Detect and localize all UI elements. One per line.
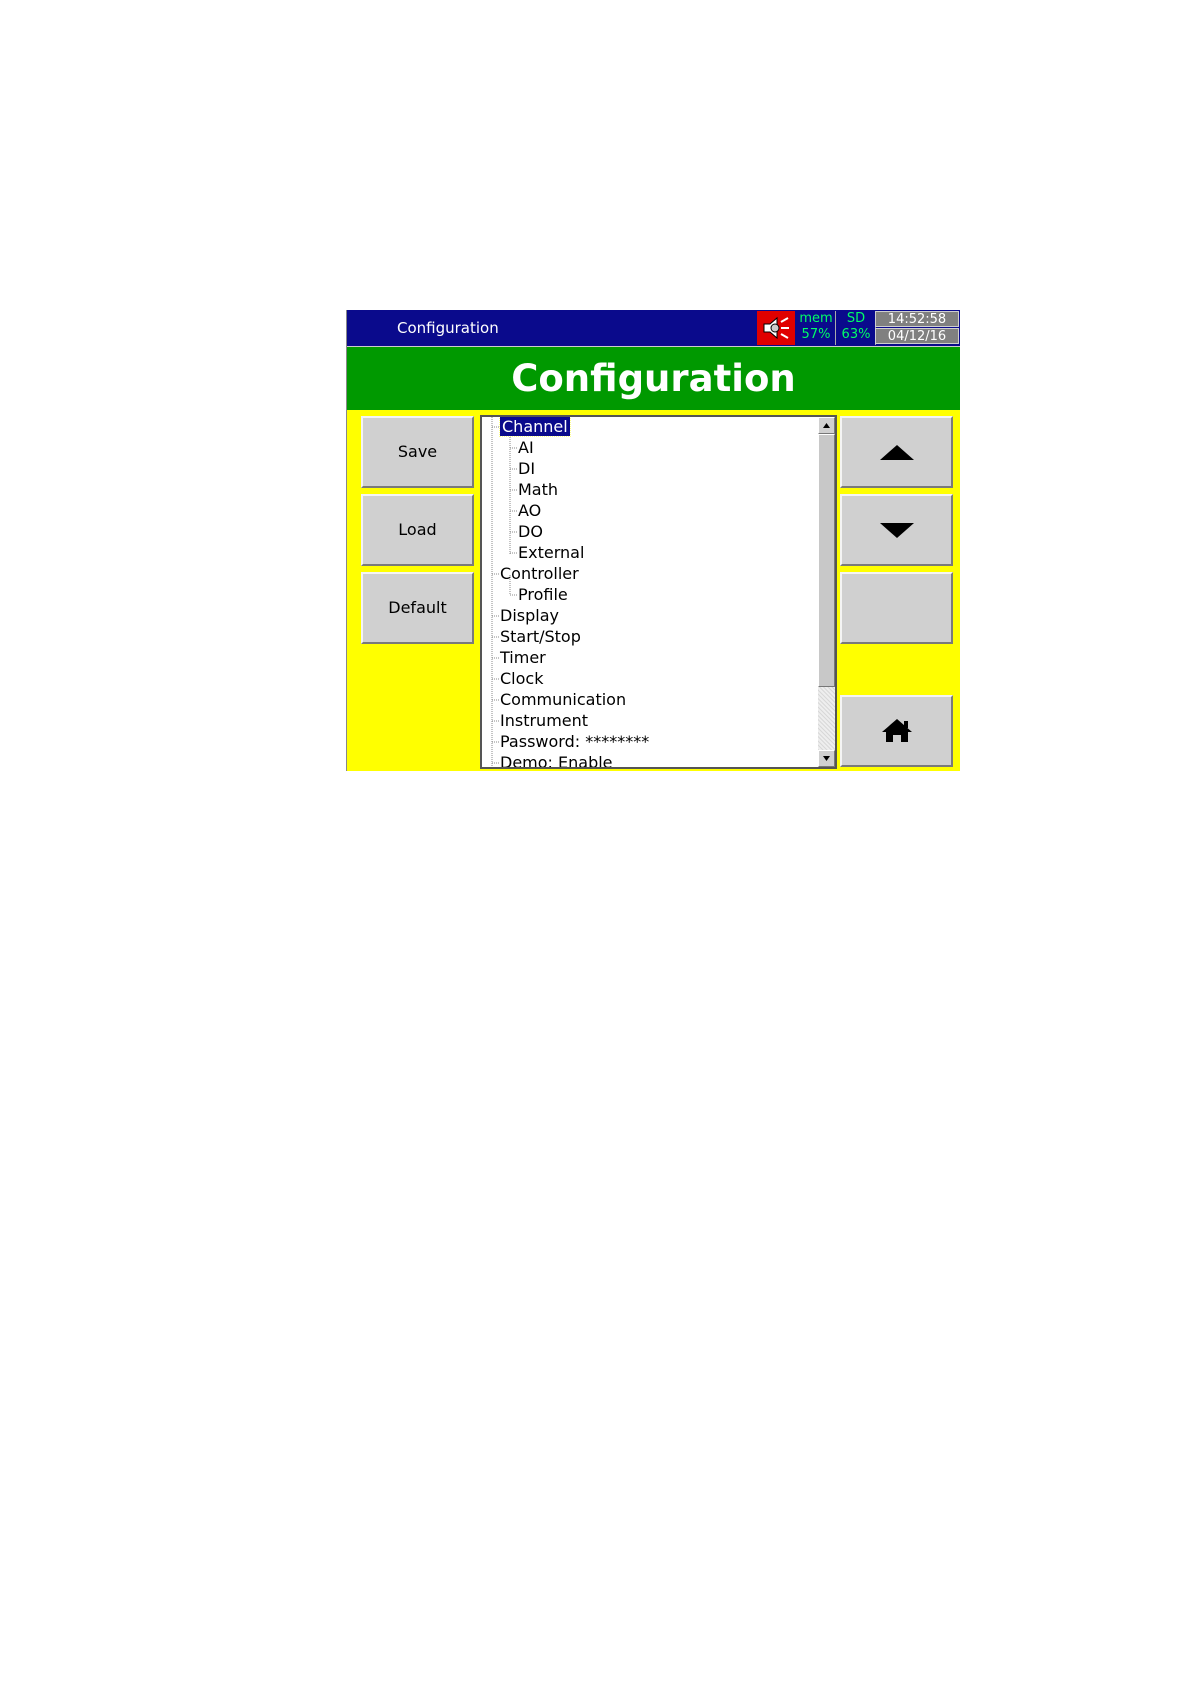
tree-item[interactable] <box>500 564 579 584</box>
tree-item-label: Controller <box>500 564 579 583</box>
scroll-thumb[interactable] <box>818 434 835 687</box>
speaker-icon <box>760 314 792 342</box>
home-icon <box>842 697 951 765</box>
tree-item[interactable] <box>518 585 568 605</box>
blank-button[interactable] <box>840 572 953 644</box>
tree-item-label: Channel <box>502 417 568 436</box>
tree-item[interactable] <box>500 627 581 647</box>
tree-item[interactable] <box>518 480 558 500</box>
save-button[interactable]: Save <box>361 416 474 488</box>
memory-value: 57% <box>801 327 831 342</box>
clock-time: 14:52:58 <box>875 311 959 327</box>
tree-item[interactable] <box>518 501 541 521</box>
config-tree[interactable] <box>480 415 837 769</box>
tree-scrollbar[interactable] <box>818 417 835 767</box>
tree-item-label: Start/Stop <box>500 627 581 646</box>
tree-item-label: Instrument <box>500 711 589 730</box>
tree-item-label: AI <box>518 438 534 457</box>
memory-label: mem <box>799 311 833 326</box>
tree-item[interactable] <box>500 648 546 668</box>
tree-item[interactable] <box>518 543 584 563</box>
tree-item-label: Profile <box>518 585 568 604</box>
tree-item[interactable] <box>518 438 534 458</box>
default-button[interactable]: Default <box>361 572 474 644</box>
tree-item-label: Display <box>500 606 559 625</box>
tree-item[interactable] <box>500 606 559 626</box>
page-header <box>347 347 960 410</box>
tree-item-label: Communication <box>500 690 627 709</box>
tree-item[interactable] <box>500 417 570 437</box>
tree-item-label: Password: ******** <box>500 732 650 751</box>
up-arrow-icon <box>842 418 951 486</box>
tree-item-label: Math <box>518 480 559 499</box>
scroll-up-button[interactable] <box>818 417 835 434</box>
up-button[interactable] <box>840 416 953 488</box>
clock <box>875 311 959 345</box>
tree-item[interactable] <box>500 711 588 731</box>
clock-date: 04/12/16 <box>875 328 959 344</box>
scroll-down-button[interactable] <box>818 750 835 767</box>
home-button[interactable] <box>840 695 953 767</box>
tree-item[interactable] <box>518 522 543 542</box>
tree-item-label: AO <box>518 501 542 520</box>
sd-value: 63% <box>841 327 871 342</box>
sd-status <box>837 311 876 345</box>
recorder-screen <box>346 310 960 771</box>
alarm-button[interactable] <box>757 311 795 345</box>
scroll-down-arrow-icon <box>819 751 834 766</box>
tree-item-label: External <box>518 543 585 562</box>
tree-item[interactable] <box>500 732 649 752</box>
memory-status <box>797 311 836 345</box>
load-button[interactable]: Load <box>361 494 474 566</box>
down-button[interactable] <box>840 494 953 566</box>
tree-item[interactable] <box>500 690 626 710</box>
tree-item[interactable] <box>500 669 543 689</box>
title-bar <box>347 310 960 347</box>
window-title: Configuration <box>397 319 499 337</box>
page-title: Configuration <box>511 357 796 400</box>
tree-item[interactable] <box>500 753 613 769</box>
tree-item-label: Clock <box>500 669 544 688</box>
tree-item-label: Demo: Enable <box>500 753 613 769</box>
down-arrow-icon <box>842 496 951 564</box>
tree-item[interactable] <box>518 459 535 479</box>
tree-item-label: DO <box>518 522 543 541</box>
sd-label: SD <box>846 311 866 326</box>
scroll-up-arrow-icon <box>819 418 834 433</box>
tree-item-label: DI <box>518 459 536 478</box>
tree-item-label: Timer <box>500 648 546 667</box>
